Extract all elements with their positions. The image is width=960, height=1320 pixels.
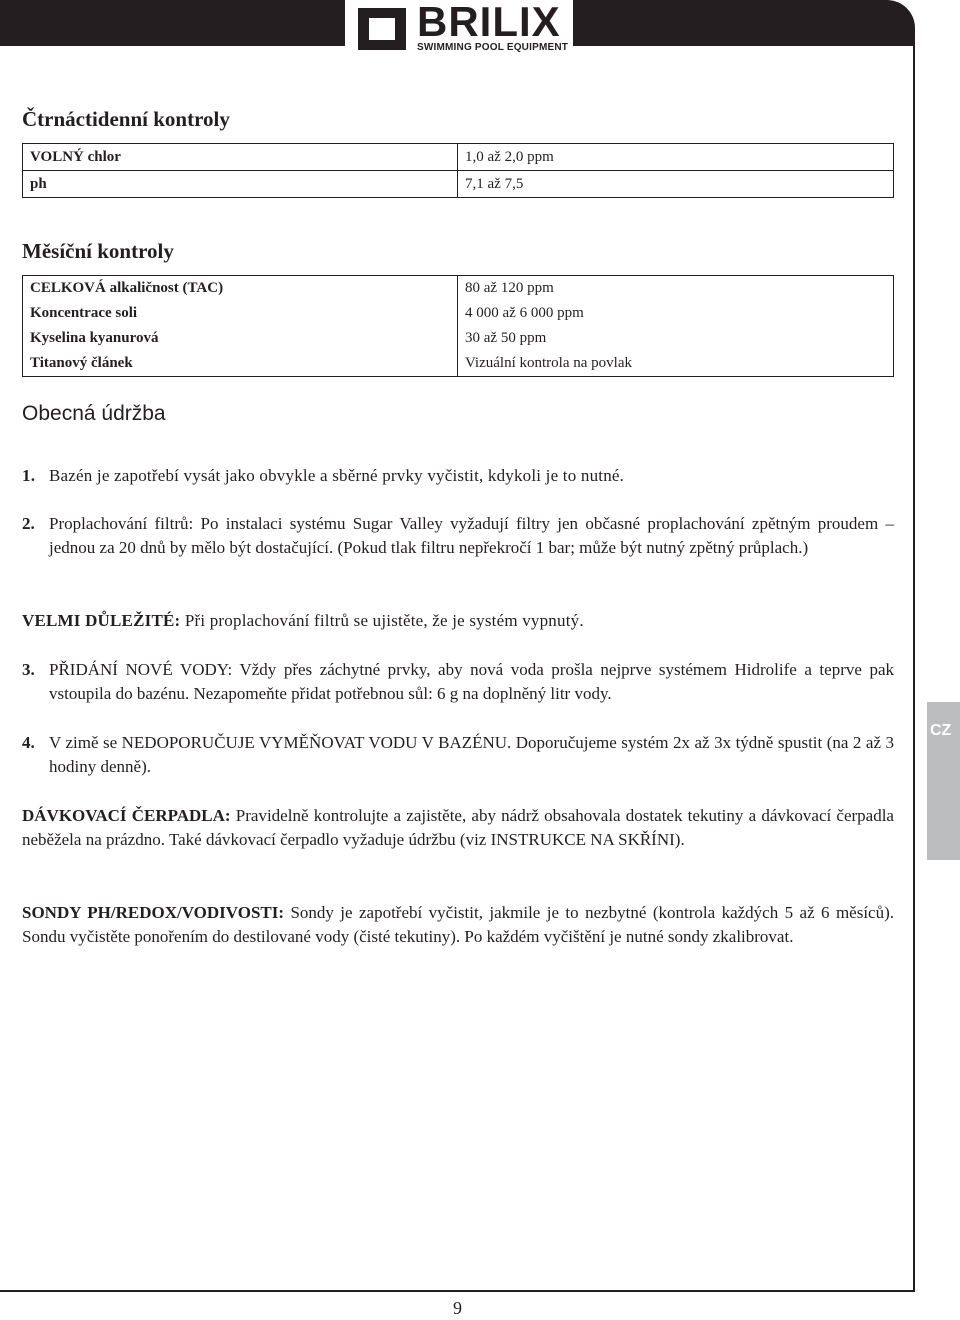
item-text: V zimě se NEDOPORUČUJE VYMĚŇOVAT VODU V BAZÉNU. Doporučujeme systém 2x až 3x týdně spustit (na 2 až 3 hodiny denně). — [49, 733, 894, 776]
logo-tagline: SWIMMING POOL EQUIPMENT — [417, 42, 569, 53]
pumps-label: DÁVKOVACÍ ČERPADLA: — [22, 806, 231, 825]
probes-text: Sondy je zapotřebí vyčistit, jakmile je to nezbytné (kontrola každých 5 až 6 měsíců). Sondu vyčistěte ponořením do destilované vody (čisté tekutiny). Po každém vyčištění je nutné sondy zkalibrovat. — [22, 903, 895, 946]
language-tab — [927, 702, 960, 860]
param-values — [458, 276, 894, 377]
param-label: Koncentrace soli — [30, 305, 138, 321]
item-number: 1. — [22, 466, 36, 485]
monthly-table — [22, 275, 894, 377]
item-text: PŘIDÁNÍ NOVÉ VODY: Vždy přes záchytné prvky, aby nová voda prošla nejprve systémem Hidrolife a teprve pak vstoupila do bazénu. Nezapomeňte přidat potřebnou sůl: 6 g na doplněný litr vody. — [49, 660, 894, 703]
fortnight-table — [22, 143, 894, 198]
page-number: 9 — [453, 1298, 462, 1318]
param-label: ph — [23, 171, 458, 198]
item-text: Bazén je zapotřebí vysát jako obvykle a sběrné prvky vyčistit, kdykoli je to nutné. — [49, 466, 625, 485]
param-label: CELKOVÁ alkaličnost (TAC) — [30, 280, 224, 296]
list-item — [22, 464, 894, 488]
param-value: 1,0 až 2,0 ppm — [458, 144, 894, 171]
param-value: Vizuální kontrola na povlak — [465, 355, 632, 371]
dosing-pumps-note — [22, 804, 894, 852]
pumps-text: Pravidelně kontrolujte a zajistěte, aby nádrž obsahovala dostatek tekutiny a dávkovací čerpadla neběžela na prázdno. Také dávkovací čerpadlo vyžaduje údržbu (viz INSTRUKCE NA SKŘÍNI). — [22, 806, 894, 849]
brand-logo — [345, 0, 573, 58]
item-number: 2. — [22, 514, 35, 533]
item-number: 4. — [22, 733, 35, 752]
param-value: 4 000 až 6 000 ppm — [465, 305, 584, 321]
logo-wordmark: BRILIX — [417, 0, 561, 45]
param-value: 80 až 120 ppm — [465, 280, 554, 296]
item-text: Proplachování filtrů: Po instalaci systému Sugar Valley vyžadují filtry jen občasné proplachování zpětným proudem – jednou za 20 dnů by mělo být dostačující. (Pokud tlak filtru nepřekročí 1 bar; může být nutný zpětný průplach.) — [49, 514, 894, 557]
param-label: Kyselina kyanurová — [30, 330, 159, 346]
language-tab-label: CZ — [930, 722, 952, 739]
general-title: Obecná údržba — [22, 402, 166, 425]
param-value: 30 až 50 ppm — [465, 330, 547, 346]
probes-label: SONDY PH/REDOX/VODIVOSTI: — [22, 903, 285, 922]
table-row — [23, 171, 894, 198]
fortnight-title: Čtrnáctidenní kontroly — [22, 107, 230, 131]
table-row — [23, 276, 894, 377]
monthly-title: Měsíční kontroly — [22, 239, 174, 263]
important-text: Při proplachování filtrů se ujistěte, že je systém vypnutý. — [180, 611, 584, 630]
probes-note — [22, 901, 894, 949]
table-row — [23, 144, 894, 171]
list-item — [22, 512, 894, 560]
item-number: 3. — [22, 660, 35, 679]
important-label: VELMI DŮLEŽITÉ: — [22, 611, 181, 630]
list-item — [22, 658, 894, 706]
param-labels — [23, 276, 458, 377]
list-item — [22, 731, 894, 779]
param-label: VOLNÝ chlor — [23, 144, 458, 171]
param-value: 7,1 až 7,5 — [458, 171, 894, 198]
logo-mark-icon — [358, 8, 406, 50]
important-note — [22, 609, 894, 633]
param-label: Titanový článek — [30, 355, 133, 371]
